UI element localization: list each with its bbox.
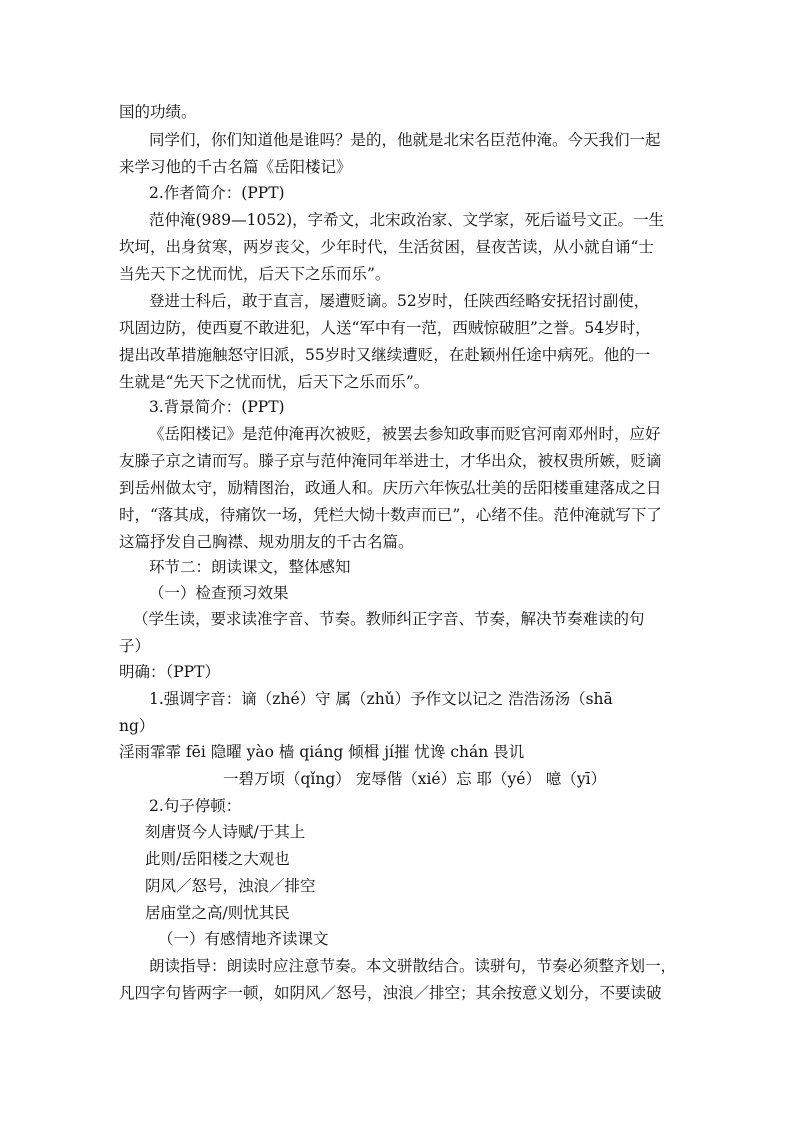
text-line: 这篇抒发自己胸襟、规劝朋友的千古名篇。 xyxy=(119,533,414,551)
phrase-line: 此则/岳阳楼之大观也 xyxy=(145,850,290,868)
pronunciation-line: ng） xyxy=(119,717,155,735)
text-line: 明确：（PPT） xyxy=(119,663,220,681)
text-line: 生就是“先天下之忧而忧，后天下之乐而乐”。 xyxy=(119,373,430,391)
pronunciation-line: 1.强调字音：谪（zhé）守 属（zhǔ）予作文以记之 浩浩汤汤（shā xyxy=(149,690,613,708)
text-line: 国的功绩。 xyxy=(119,103,197,121)
text-line: （学生读，要求读准字音、节奏。教师纠正字音、节奏，解决节奏难读的句 xyxy=(133,610,645,628)
section-heading: 3.背景简介：(PPT) xyxy=(149,398,285,416)
text-line: 来学习他的千古名篇《岳阳楼记》 xyxy=(119,158,352,176)
text-line: 凡四字句皆两字一顿，如阴风／怒号，浊浪／排空；其余按意义划分，不要读破 xyxy=(119,984,662,1002)
text-line: 巩固边防，使西夏不敢进犯，人送“军中有一范，西贼惊破胆”之誉。54岁时， xyxy=(119,319,651,337)
text-line: 《岳阳楼记》是范仲淹再次被贬，被罢去参知政事而贬官河南邓州时，应好 xyxy=(149,425,661,443)
text-line: 当先天下之忧而忧，后天下之乐而乐”。 xyxy=(119,265,391,283)
text-line: 到岳州做太守，励精图治，政通人和。庆历六年恢弘壮美的岳阳楼重建落成之日 xyxy=(119,479,662,497)
phrase-line: 居庙堂之高/则忧其民 xyxy=(145,904,290,922)
text-line: 朗读指导：朗读时应注意节奏。本文骈散结合。读骈句，节奏必须整齐划一， xyxy=(149,957,677,975)
text-line: 登进士科后，敢于直言，屡遭贬谪。52岁时，任陕西经略安抚招讨副使， xyxy=(149,292,650,310)
section-heading: 2.作者简介：(PPT) xyxy=(149,184,285,202)
phrase-line: 阴风／怒号，浊浪／排空 xyxy=(145,877,316,895)
text-line: 提出改革措施触怒守旧派，55岁时又继续遭贬，在赴颖州任途中病死。他的一 xyxy=(119,346,651,364)
subsection-heading: （一）检查预习效果 xyxy=(149,584,289,602)
text-line: 时，“落其成，待痛饮一场，凭栏大恸十数声而已”，心绪不佳。范仲淹就写下了 xyxy=(119,506,662,524)
phrase-line: 刻唐贤今人诗赋/于其上 xyxy=(145,823,306,841)
subsection-heading: （一）有感情地齐读课文 xyxy=(158,930,329,948)
subsection-heading: 2.句子停顿： xyxy=(149,797,242,815)
pronunciation-line: 淫雨霏霏 fēi 隐曜 yào 樯 qiáng 倾楫 jí摧 忧谗 chán 畏讥 xyxy=(119,743,525,761)
text-line: 坎坷，出身贫寒，两岁丧父，少年时代，生活贫困，昼夜苦读，从小就自诵“士 xyxy=(119,238,654,256)
text-line: 同学们，你们知道他是谁吗？是的，他就是北宋名臣范仲淹。今天我们一起 xyxy=(149,131,661,149)
text-line: 友滕子京之请而写。滕子京与范仲淹同年举进士，才华出众，被权贵所嫉，贬谪 xyxy=(119,452,662,470)
section-heading: 环节二：朗读课文，整体感知 xyxy=(149,558,351,576)
pronunciation-line: 一碧万顷（qǐng） 宠辱偕（xié）忘 耶（yé） 噫（yī） xyxy=(223,770,607,788)
text-line: 范仲淹(989—1052)，字希文，北宋政治家、文学家，死后谥号文正。一生 xyxy=(149,211,665,229)
text-line: 子） xyxy=(119,637,151,655)
